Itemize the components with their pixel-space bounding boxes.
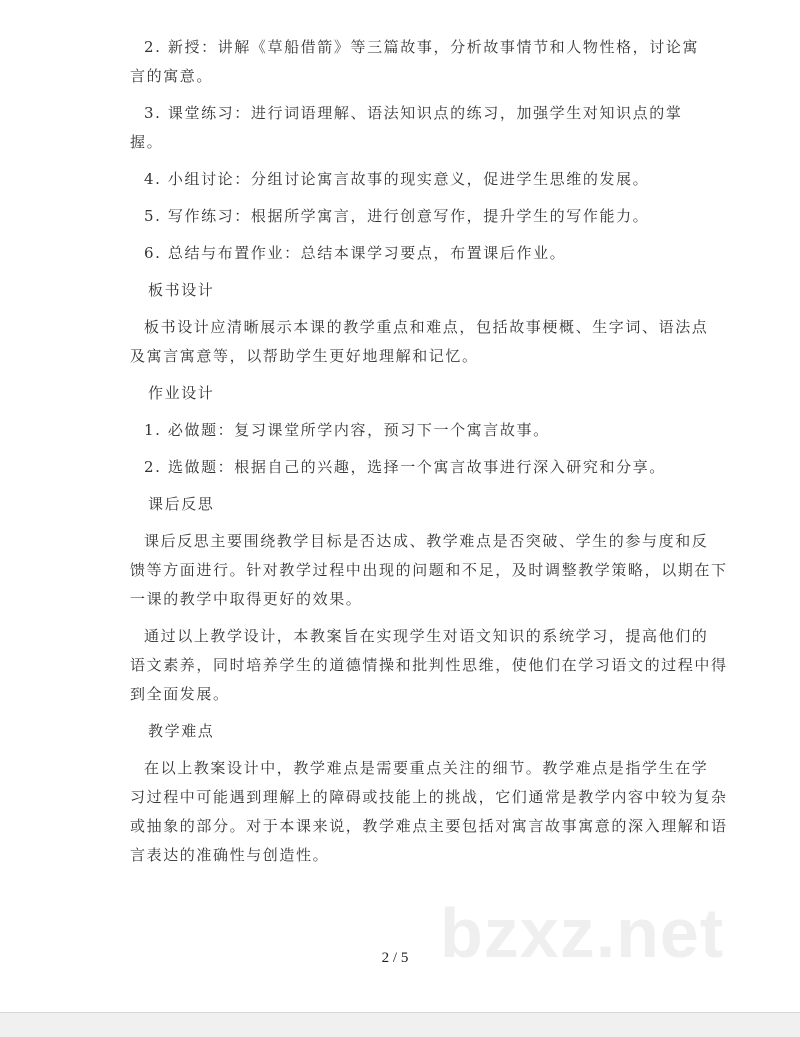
paragraph xyxy=(130,202,690,231)
text-line: 一课的教学中取得更好的效果。 xyxy=(130,590,363,608)
text-line: 言表达的准确性与创造性。 xyxy=(130,846,330,864)
paragraph xyxy=(130,99,690,157)
text-line: 5. 写作练习：根据所学寓言，进行创意写作，提升学生的写作能力。 xyxy=(144,207,650,225)
paragraph xyxy=(130,622,728,709)
paragraph xyxy=(130,165,690,194)
section-heading: 教学难点 xyxy=(148,722,215,740)
section-heading: 课后反思 xyxy=(148,495,215,513)
text-line: 到全面发展。 xyxy=(130,685,230,703)
paragraph xyxy=(130,33,700,91)
text-line: 3. 课堂练习：进行词语理解、语法知识点的练习，加强学生对知识点的掌 xyxy=(144,104,683,122)
paragraph xyxy=(130,313,709,371)
text-line: 握。 xyxy=(130,133,164,151)
document-body xyxy=(130,33,728,878)
watermark: bzxz.net xyxy=(440,894,725,972)
viewer-bottom-bar xyxy=(0,1012,800,1037)
text-line: 2. 选做题：根据自己的兴趣，选择一个寓言故事进行深入研究和分享。 xyxy=(144,458,666,476)
text-line: 课后反思主要围绕教学目标是否达成、教学难点是否突破、学生的参与度和反 xyxy=(144,532,709,550)
text-line: 1. 必做题：复习课堂所学内容，预习下一个寓言故事。 xyxy=(144,421,550,439)
text-line: 馈等方面进行。针对教学过程中出现的问题和不足，及时调整教学策略，以期在下 xyxy=(130,561,728,579)
text-line: 语文素养，同时培养学生的道德情操和批判性思维，使他们在学习语文的过程中得 xyxy=(130,656,728,674)
paragraph xyxy=(130,416,690,445)
text-line: 在以上教案设计中，教学难点是需要重点关注的细节。教学难点是指学生在学 xyxy=(144,759,709,777)
page-number: 2 / 5 xyxy=(381,950,409,966)
text-line: 板书设计应清晰展示本课的教学重点和难点，包括故事梗概、生字词、语法点 xyxy=(144,318,709,336)
text-line: 及寓言寓意等，以帮助学生更好地理解和记忆。 xyxy=(130,347,479,365)
section-heading: 作业设计 xyxy=(148,384,215,402)
paragraph xyxy=(130,453,690,482)
paragraph xyxy=(130,239,690,268)
text-line: 通过以上教学设计，本教案旨在实现学生对语文知识的系统学习，提高他们的 xyxy=(144,627,709,645)
paragraph xyxy=(130,754,728,870)
section-heading: 板书设计 xyxy=(148,281,215,299)
text-line: 6. 总结与布置作业：总结本课学习要点，布置课后作业。 xyxy=(144,244,567,262)
text-line: 习过程中可能遇到理解上的障碍或技能上的挑战，它们通常是教学内容中较为复杂 xyxy=(130,788,728,806)
text-line: 2. 新授：讲解《草船借箭》等三篇故事，分析故事情节和人物性格，讨论寓 xyxy=(144,38,700,56)
paragraph xyxy=(130,527,728,614)
text-line: 或抽象的部分。对于本课来说，教学难点主要包括对寓言故事寓意的深入理解和语 xyxy=(130,817,728,835)
text-line: 言的寓意。 xyxy=(130,67,214,85)
text-line: 4. 小组讨论：分组讨论寓言故事的现实意义，促进学生思维的发展。 xyxy=(144,170,650,188)
